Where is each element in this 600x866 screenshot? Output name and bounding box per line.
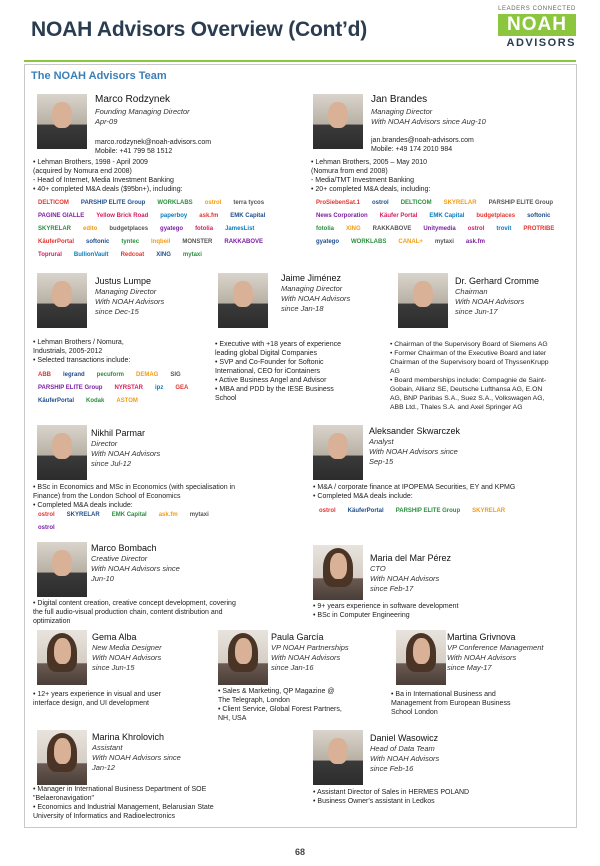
deal-logo: SKYRELAR: [38, 226, 72, 232]
since-wasowicz: since Feb-16: [370, 764, 414, 773]
email-brandes[interactable]: jan.brandes@noah-advisors.com: [371, 137, 474, 144]
photo-gema-alba: [37, 630, 87, 685]
bullets-rodzynek: • Lehman Brothers, 1998 - April 2009 (acquired by Nomura end 2008) - Head of Internet, Media Investment Banking • 40+ completed M&A deals ($95bn+), including:: [33, 159, 183, 193]
deal-logo: fotolia: [316, 226, 334, 232]
photo-marco-rodzynek: [37, 94, 87, 149]
deal-logo: ostrol: [467, 226, 485, 232]
photo-marina-khrolovich: [37, 730, 87, 785]
name-lumpe: Justus Lumpe: [95, 276, 152, 286]
deal-logo: tyntec: [121, 239, 140, 245]
deal-logo: DELTICOM: [38, 200, 69, 206]
logo-tagline: LEADERS CONNECTED: [498, 6, 576, 12]
deal-logo: mytaxi: [189, 512, 209, 518]
deal-logo: paperboy: [160, 213, 188, 219]
email-rodzynek[interactable]: marco.rodzynek@noah-advisors.com: [95, 139, 212, 146]
since-perez: since Feb-17: [370, 584, 414, 593]
name-grivnova: Martina Grivnova: [447, 632, 516, 642]
deal-logo: pecuform: [96, 372, 125, 378]
bullets-grivnova: • Ba in International Business and Management from European Business School London: [391, 691, 511, 716]
line-jimenez: With NOAH Advisors: [281, 294, 351, 303]
deal-logo: KäuferPortal: [38, 398, 75, 404]
deal-logo: WORKLABS: [351, 239, 387, 245]
bullets-parmar: • BSc in Economics and MSc in Economics (with specialisation in Finance) from the London School of Economics • Completed M&A deals include:: [33, 484, 236, 509]
deal-logo: KäuferPortal: [347, 508, 384, 514]
name-jimenez: Jaime Jiménez: [281, 273, 342, 283]
bullets-skwarczek: • M&A / corporate finance at IPOPEMA Securities, EY and KPMG • Completed M&A deals include:: [313, 484, 516, 500]
page-title: NOAH Advisors Overview (Cont’d): [31, 18, 368, 41]
deal-logo: softonic: [527, 213, 551, 219]
bullets-bombach: • Digital content creation, creative concept development, covering the full audio-visual production chain, content distribution and optimization: [33, 600, 236, 625]
deal-logo: MONSTER: [182, 239, 213, 245]
deal-logo: Redcoat: [120, 252, 145, 258]
bullets-jimenez: • Executive with +18 years of experience leading global Digital Companies • SVP and Co-Founder for Softonic International, CEO for iContainers • Active Business Angel and Advisor • MBA and PDD by the IESE Business School: [215, 341, 341, 402]
deal-logo: ask.fm: [199, 213, 219, 219]
bullets-garcia: • Sales & Marketing, QP Magazine @ The Telegraph, London • Client Service, Global Forest Partners, NH, USA: [218, 688, 342, 722]
deal-logo: ipz: [155, 385, 164, 391]
deal-logo: EMK Capital: [429, 213, 465, 219]
photo-maria-del-mar-perez: [313, 545, 363, 600]
line-lumpe: With NOAH Advisors: [95, 297, 165, 306]
deal-logos-rodzynek: [35, 198, 285, 264]
name-garcia: Paula García: [271, 632, 324, 642]
since-grivnova: since May-17: [447, 663, 492, 672]
deal-logo: budgetplaces: [109, 226, 149, 232]
deal-logo: gyatego: [160, 226, 184, 232]
since-alba: since Jun-15: [92, 663, 135, 672]
photo-marco-bombach: [37, 542, 87, 597]
since-lumpe: since Dec-15: [95, 307, 139, 316]
title-khrolovich: Assistant: [92, 743, 123, 752]
deal-logo: ASTOM: [116, 398, 138, 404]
deal-logo: gyatego: [316, 239, 340, 245]
line-khrolovich: With NOAH Advisors since: [92, 753, 181, 762]
name-bombach: Marco Bombach: [91, 543, 157, 553]
name-perez: Maria del Mar Pérez: [370, 553, 452, 563]
noah-advisors-logo: [486, 6, 576, 54]
name-rodzynek: Marco Rodzynek: [95, 94, 171, 105]
deal-logos-lumpe: [35, 370, 200, 418]
since-rodzynek: Apr-09: [95, 117, 118, 126]
deal-logo: edito: [83, 226, 98, 232]
deal-logo: RAKKABOVE: [372, 226, 412, 232]
deal-logo: ABB: [38, 372, 51, 378]
deal-logos-skwarczek: [316, 506, 566, 520]
deal-logo: ostrol: [204, 200, 222, 206]
page-number: 68: [294, 847, 305, 857]
line-cromme: With NOAH Advisors: [455, 297, 525, 306]
logo-brand: NOAH: [498, 14, 576, 36]
line-wasowicz: With NOAH Advisors: [370, 754, 440, 763]
deal-logo: DELTICOM: [400, 200, 432, 206]
name-skwarczek: Aleksander Skwarczek: [369, 426, 461, 436]
photo-paula-garcia: [218, 630, 268, 685]
name-parmar: Nikhil Parmar: [91, 428, 146, 438]
title-parmar: Director: [91, 439, 118, 448]
deal-logo: KäuferPortal: [38, 239, 75, 245]
mobile-rodzynek: Mobile: +41 799 58 1512: [95, 148, 173, 155]
deal-logos-brandes: [313, 198, 563, 264]
line-perez: With NOAH Advisors: [370, 574, 440, 583]
deal-logo: CANAL+: [398, 239, 423, 245]
deal-logo: ostrol: [38, 525, 55, 531]
deal-logo: mytaxi: [182, 252, 202, 258]
bullets-brandes: • Lehman Brothers, 2005 – May 2010 (Nomura from end 2008) - Media/TMT Investment Banking • 20+ completed M&A deals, including:: [311, 159, 431, 193]
deal-logo: ProSiebenSat.1: [316, 200, 361, 206]
title-lumpe: Managing Director: [95, 287, 157, 296]
line-parmar: With NOAH Advisors: [91, 449, 161, 458]
deal-logos-parmar: [35, 510, 215, 536]
line-alba: With NOAH Advisors: [92, 653, 162, 662]
title-jimenez: Managing Director: [281, 284, 343, 293]
since-jimenez: since Jan-18: [281, 304, 324, 313]
title-alba: New Media Designer: [92, 643, 162, 652]
deal-logo: terra tycos: [233, 200, 265, 206]
logo-sub: ADVISORS: [506, 37, 576, 49]
deal-logo: ostrol: [319, 508, 336, 514]
deal-logo: DEMAG: [136, 372, 159, 378]
deal-logo: XING: [346, 226, 361, 232]
deal-logo: trovit: [496, 226, 512, 232]
deal-logo: News Corporation: [316, 213, 368, 219]
line-skwarczek: With NOAH Advisors since: [369, 447, 458, 456]
since-brandes: With NOAH Advisors since Aug-10: [371, 117, 486, 126]
line-garcia: With NOAH Advisors: [271, 653, 341, 662]
deal-logo: JamesList: [225, 226, 255, 232]
deal-logo: Yellow Brick Road: [96, 213, 149, 219]
deal-logo: mytaxi: [434, 239, 454, 245]
title-wasowicz: Head of Data Team: [370, 744, 435, 753]
name-brandes: Jan Brandes: [371, 94, 428, 105]
line-bombach: With NOAH Advisors since: [91, 564, 180, 573]
photo-jan-brandes: [313, 94, 363, 149]
deal-logo: PARSHIP ELITE Group: [80, 200, 146, 206]
deal-logo: GEA: [175, 385, 189, 391]
header-rule: [24, 60, 576, 62]
deal-logo: ostrol: [38, 512, 55, 518]
photo-jaime-jimenez: [218, 273, 268, 328]
deal-logo: softonic: [86, 239, 110, 245]
deal-logo: budgetplaces: [476, 213, 516, 219]
deal-logo: SKYRELAR: [66, 512, 100, 518]
team-heading: The NOAH Advisors Team: [31, 70, 167, 82]
since-skwarczek: Sep-15: [369, 457, 394, 466]
title-garcia: VP NOAH Partnerships: [271, 643, 349, 652]
deal-logo: PARSHIP ELITE Group: [38, 385, 103, 391]
deal-logo: PARSHIP ELITE Group: [488, 200, 554, 206]
bullets-lumpe: • Lehman Brothers / Nomura, Industrials, 2005-2012 • Selected transactions include:: [33, 339, 131, 364]
title-skwarczek: Analyst: [369, 437, 394, 446]
photo-justus-lumpe: [37, 273, 87, 328]
deal-logo: Kodak: [86, 398, 105, 404]
deal-logo: PAGINE GIALLE: [38, 213, 85, 219]
deal-logo: RAKKABOVE: [224, 239, 264, 245]
bullets-perez: • 9+ years experience in software development • BSc in Computer Engineering: [313, 603, 459, 619]
deal-logo: legrand: [63, 372, 85, 378]
bullets-alba: • 12+ years experience in visual and user interface design, and UI development: [33, 691, 161, 707]
deal-logo: PARSHIP ELITE Group: [395, 508, 461, 514]
deal-logo: XING: [156, 252, 171, 258]
deal-logo: EMK Capital: [230, 213, 266, 219]
deal-logo: ask.fm: [158, 512, 178, 518]
photo-daniel-wasowicz: [313, 730, 363, 785]
name-alba: Gema Alba: [92, 632, 137, 642]
deal-logo: ostrol: [372, 200, 389, 206]
deal-logo: ask.fm: [465, 239, 485, 245]
title-cromme: Chairman: [455, 287, 488, 296]
photo-martina-grivnova: [396, 630, 446, 685]
title-grivnova: VP Conference Management: [447, 643, 544, 652]
deal-logo: SKYRELAR: [443, 200, 477, 206]
since-bombach: Jun-10: [91, 574, 114, 583]
name-khrolovich: Marina Khrolovich: [92, 732, 165, 742]
deal-logo: Inqbeil: [151, 239, 171, 245]
deal-logo: fotolia: [195, 226, 214, 232]
bullets-khrolovich: • Manager in International Business Department of SOE "Belaeronavigation" • Economics and Industrial Management, Belarusian State University of Informatics and Radioelectronics: [33, 786, 214, 820]
name-cromme: Dr. Gerhard Cromme: [455, 276, 540, 286]
deal-logo: Unitymedia: [423, 226, 456, 232]
bullets-cromme: • Chairman of the Supervisory Board of Siemens AG • Former Chairman of the Executive Board and later Chairman of the Supervisory board of ThyssenKrupp AG • Board memberships include: Compagnie de Saint- Gobain, Allianz SE, Deutsche Lufthansa AG, E.ON AG, BNP Paribas S.A., Suez S.A., Volkswagen AG, ABB Ltd., Thales S.A. and Axel Springer AG: [390, 341, 549, 411]
since-cromme: since Jun-17: [455, 307, 498, 316]
line-grivnova: With NOAH Advisors: [447, 653, 517, 662]
title-perez: CTO: [370, 564, 386, 573]
title-bombach: Creative Director: [91, 554, 148, 563]
since-khrolovich: Jan-12: [92, 763, 115, 772]
photo-gerhard-cromme: [398, 273, 448, 328]
mobile-brandes: Mobile: +49 174 2010 984: [371, 146, 453, 153]
bullets-wasowicz: • Assistant Director of Sales in HERMES POLAND • Business Owner's assistant in Ledkos: [313, 789, 470, 805]
since-garcia: since Jan-16: [271, 663, 314, 672]
deal-logo: EMK Capital: [111, 512, 147, 518]
deal-logo: Käufer Portal: [379, 213, 418, 219]
since-parmar: since Jul-12: [91, 459, 132, 468]
deal-logo: SKYRELAR: [472, 508, 506, 514]
deal-logo: NYRSTAR: [114, 385, 144, 391]
photo-aleksander-skwarczek: [313, 425, 363, 480]
title-rodzynek: Founding Managing Director: [95, 107, 190, 116]
deal-logo: Toprural: [38, 252, 62, 258]
photo-nikhil-parmar: [37, 425, 87, 480]
deal-logo: SIG: [170, 372, 181, 378]
title-brandes: Managing Director: [371, 107, 433, 116]
deal-logo: BullionVault: [73, 252, 109, 258]
deal-logo: WORKLABS: [157, 200, 193, 206]
name-wasowicz: Daniel Wasowicz: [370, 733, 439, 743]
deal-logo: PROTRIBE: [523, 226, 555, 232]
